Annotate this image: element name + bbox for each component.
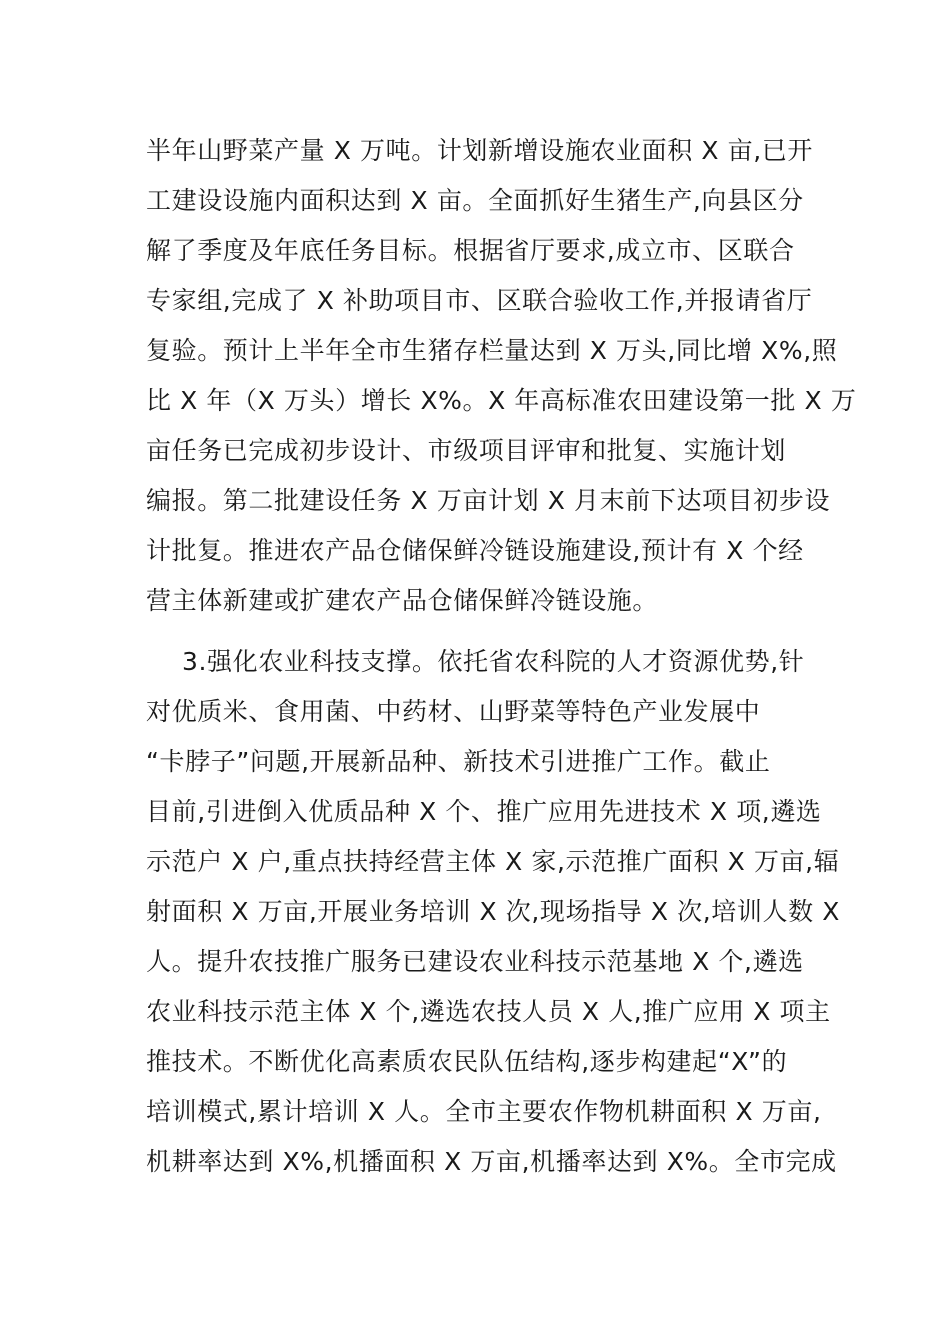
text-line: 营主体新建或扩建农产品仓储保鲜冷链设施。	[146, 586, 659, 615]
section-heading-line: 3.强化农业科技支撑。依托省农科院的人才资源优势,针	[182, 647, 805, 676]
text-line: 射面积 X 万亩,开展业务培训 X 次,现场指导 X 次,培训人数 X	[146, 897, 840, 926]
text-line: 对优质米、食用菌、中药材、山野菜等特色产业发展中	[146, 697, 761, 726]
text-line: 半年山野菜产量 X 万吨。计划新增设施农业面积 X 亩,已开	[146, 136, 813, 165]
text-line: 计批复。推进农产品仓储保鲜冷链设施建设,预计有 X 个经	[146, 536, 804, 565]
text-line: 亩任务已完成初步设计、市级项目评审和批复、实施计划	[146, 436, 787, 465]
text-line: 推技术。不断优化高素质农民队伍结构,逐步构建起“X”的	[146, 1047, 788, 1076]
text-line: 复验。预计上半年全市生猪存栏量达到 X 万头,同比增 X%,照	[146, 336, 838, 365]
text-line: 专家组,完成了 X 补助项目市、区联合验收工作,并报请省厅	[146, 286, 813, 315]
text-line: 示范户 X 户,重点扶持经营主体 X 家,示范推广面积 X 万亩,辐	[146, 847, 840, 876]
text-line: “卡脖子”问题,开展新品种、新技术引进推广工作。截止	[146, 747, 771, 776]
text-line: 比 X 年（X 万头）增长 X%。X 年高标准农田建设第一批 X 万	[146, 386, 857, 415]
text-line: 农业科技示范主体 X 个,遴选农技人员 X 人,推广应用 X 项主	[146, 997, 831, 1026]
text-line: 目前,引进倒入优质品种 X 个、推广应用先进技术 X 项,遴选	[146, 797, 822, 826]
text-line: 编报。第二批建设任务 X 万亩计划 X 月末前下达项目初步设	[146, 486, 831, 515]
text-line: 培训模式,累计培训 X 人。全市主要农作物机耕面积 X 万亩,	[146, 1097, 822, 1126]
text-line: 人。提升农技推广服务已建设农业科技示范基地 X 个,遴选	[146, 947, 804, 976]
text-line: 解了季度及年底任务目标。根据省厅要求,成立市、区联合	[146, 236, 795, 265]
text-line: 机耕率达到 X%,机播面积 X 万亩,机播率达到 X%。全市完成	[146, 1147, 837, 1176]
text-line: 工建设设施内面积达到 X 亩。全面抓好生猪生产,向县区分	[146, 186, 804, 215]
